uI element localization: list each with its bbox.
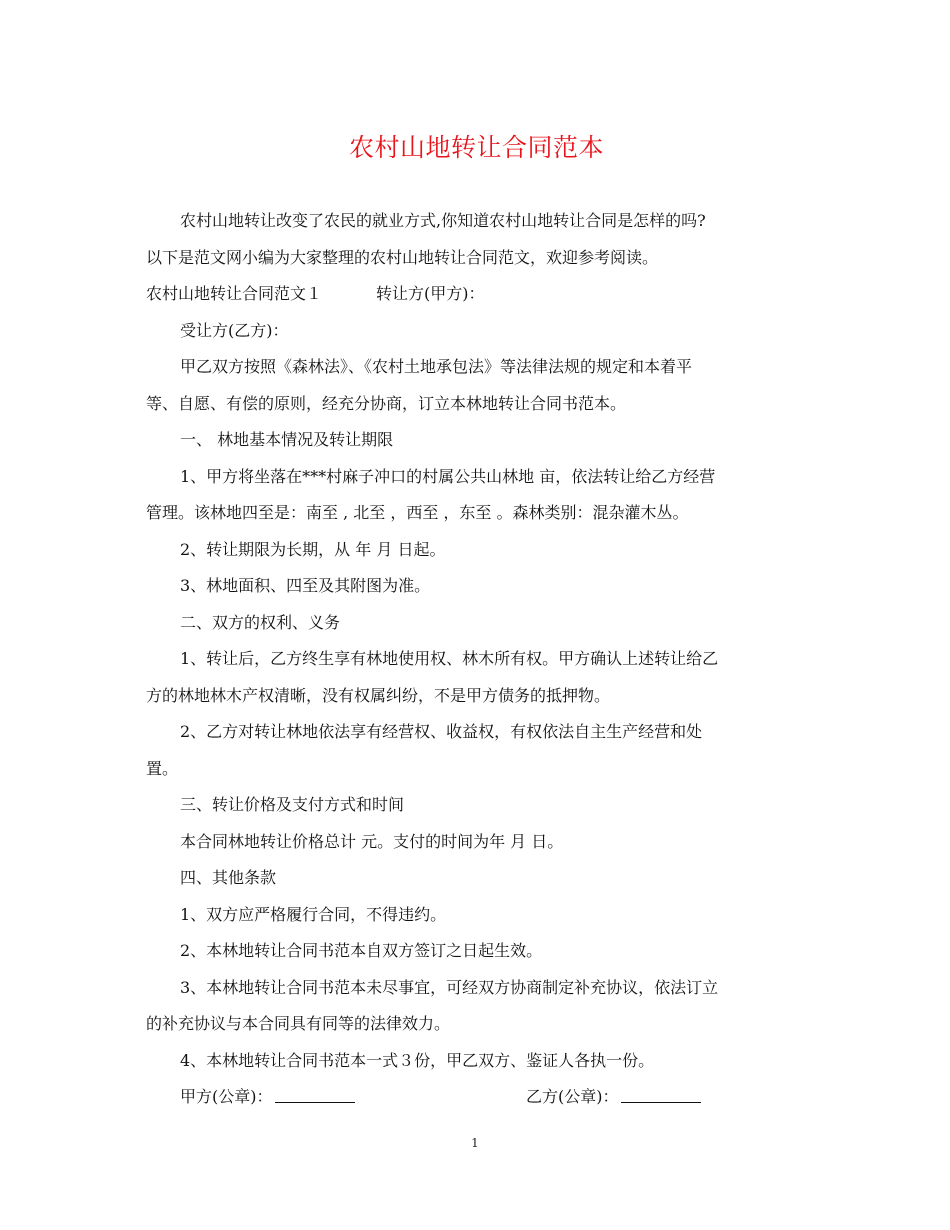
sample-label: 农村山地转让合同范文１ xyxy=(146,284,323,303)
party-a-line: 转让方(甲方)： xyxy=(376,284,485,303)
section-2-heading: 二、双方的权利、义务 xyxy=(180,612,341,632)
document-title: 农村山地转让合同范本 xyxy=(348,133,604,162)
section-3-text: 本合同林地转让价格总计 元。支付的时间为年 月 日。 xyxy=(180,831,564,851)
section-4-item-3-line-2: 的补充协议与本合同具有同等的法律效力。 xyxy=(146,1014,451,1033)
section-2-item-1-line-1: 1、转让后，乙方终生享有林地使用权、林木所有权。甲方确认上述转让给乙 xyxy=(180,649,719,668)
section-4-heading: 四、其他条款 xyxy=(180,868,277,887)
section-2-item-2-line-1: 2、乙方对转让林地依法享有经营权、收益权，有权依法自主生产经营和处 xyxy=(180,722,703,741)
section-4-item-2: 2、本林地转让合同书范本自双方签订之日起生效。 xyxy=(180,941,543,960)
section-1-item-3: 3、林地面积、四至及其附图为准。 xyxy=(180,576,431,595)
section-2-item-2-line-2: 置。 xyxy=(146,758,179,778)
section-3-heading: 三、转让价格及支付方式和时间 xyxy=(180,795,405,814)
preamble-line-2: 等、自愿、有偿的原则，经充分协商，订立本林地转让合同书范本。 xyxy=(146,393,627,413)
intro-line-2: 以下是范文网小编为大家整理的农村山地转让合同范文，欢迎参考阅读。 xyxy=(146,247,659,267)
page-number: 1 xyxy=(471,1136,479,1150)
signature-party-a xyxy=(180,1087,355,1106)
preamble-line-1: 甲乙双方按照《森林法》、《农村土地承包法》等法律法规的规定和本着平 xyxy=(180,357,693,376)
section-1-item-2: 2、转让期限为长期，从 年 月 日起。 xyxy=(180,539,446,559)
section-4-item-1: 1、双方应严格履行合同，不得违约。 xyxy=(180,904,447,924)
intro-line-1: 农村山地转让改变了农民的就业方式,你知道农村山地转让合同是怎样的吗? xyxy=(180,211,706,230)
signature-party-b xyxy=(526,1079,701,1116)
party-b-line: 受让方(乙方)： xyxy=(180,320,289,340)
signature-party-b-blank xyxy=(621,1088,701,1103)
section-1-item-1-line-1: 1、甲方将坐落在***村麻子冲口的村属公共山林地 亩，依法转让给乙方经营 xyxy=(180,466,716,486)
section-2-item-1-line-2: 方的林地林木产权清晰，没有权属纠纷，不是甲方债务的抵押物。 xyxy=(146,685,611,705)
signature-party-a-blank xyxy=(275,1088,355,1103)
document-body xyxy=(146,203,807,1116)
section-1-item-1-line-2: 管理。该林地四至是：南至 , 北至 ，西至 ，东至 。森林类别：混杂灌木丛。 xyxy=(146,503,689,522)
signature-party-b-label: 乙方(公章)： xyxy=(526,1087,619,1106)
section-4-item-4: 4、本林地转让合同书范本一式３份，甲乙双方、鉴证人各执一份。 xyxy=(180,1050,655,1070)
section-4-item-3-line-1: 3、本林地转让合同书范本未尽事宜，可经双方协商制定补充协议，依法订立 xyxy=(180,977,719,997)
signature-row xyxy=(146,1079,807,1116)
signature-party-a-label: 甲方(公章)： xyxy=(180,1087,273,1106)
section-1-heading: 一、 林地基本情况及转让期限 xyxy=(180,430,394,449)
sample-heading-line xyxy=(146,276,807,313)
